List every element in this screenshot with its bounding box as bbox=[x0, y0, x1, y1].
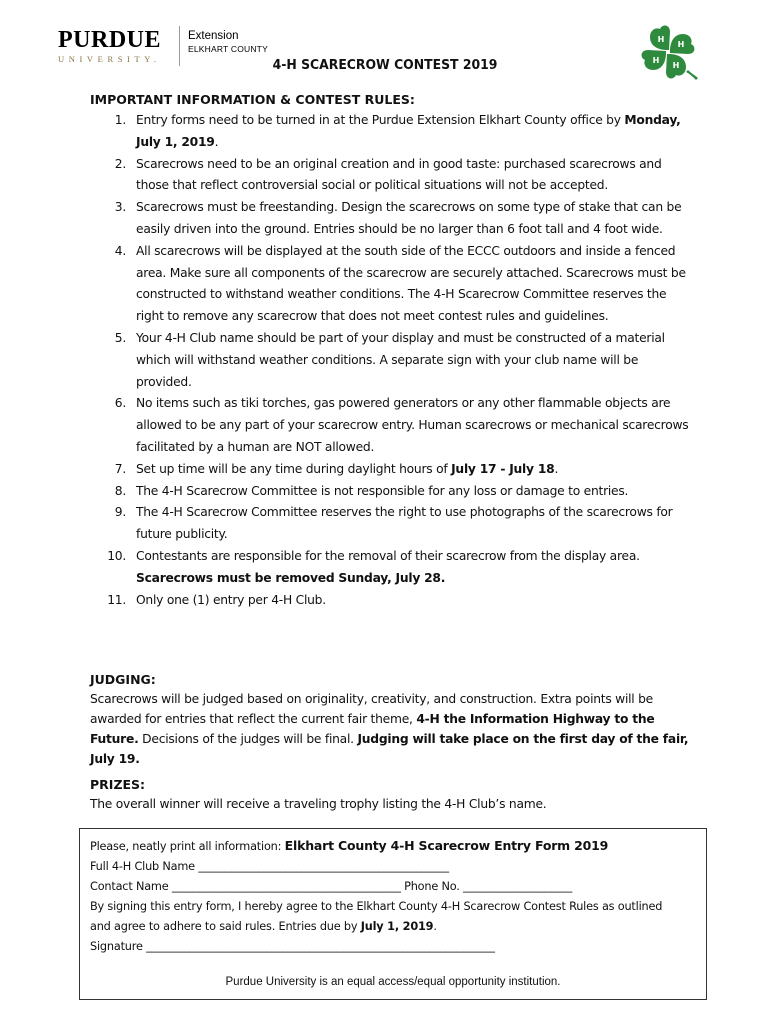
contact-name-blank[interactable]: __________________________________________ bbox=[171, 880, 401, 893]
rule-number: 1. bbox=[114, 113, 126, 127]
rule-text: Entry forms need to be turned in at the Purdue Extension Elkhart County office by bbox=[136, 113, 625, 127]
svg-text:H: H bbox=[657, 35, 665, 44]
rule-number: 6. bbox=[114, 396, 126, 411]
extension-block bbox=[188, 30, 268, 54]
club-name-field[interactable] bbox=[90, 860, 449, 873]
svg-text:H: H bbox=[652, 56, 660, 65]
rule-number: 5. bbox=[114, 330, 126, 345]
rule-item bbox=[90, 546, 690, 590]
4-h-clover-icon bbox=[636, 20, 700, 84]
judging-theme: 4-H the Information Highway to the Future. bbox=[90, 712, 655, 746]
judging-paragraph bbox=[90, 689, 690, 769]
svg-text:H: H bbox=[677, 40, 685, 49]
rule-text: Set up time will be any time during daylight hours of bbox=[136, 461, 452, 476]
form-intro-line bbox=[90, 838, 608, 853]
rule-text: Contestants are responsible for the removal of their scarecrow from the display area. bbox=[136, 548, 640, 563]
rule-item bbox=[90, 110, 690, 154]
rules-heading: IMPORTANT INFORMATION & CONTEST RULES: bbox=[90, 92, 415, 107]
prizes-heading: PRIZES: bbox=[90, 777, 146, 792]
signature-field[interactable] bbox=[90, 940, 495, 953]
rule-number: 10. bbox=[107, 548, 126, 563]
rule-emphasis: Scarecrows must be removed Sunday, July 28. bbox=[136, 570, 446, 585]
form-intro: Please, neatly print all information: bbox=[90, 840, 285, 853]
judging-heading: JUDGING: bbox=[90, 672, 156, 687]
rule-number: 2. bbox=[114, 156, 126, 171]
document-title: 4-H SCARECROW CONTEST 2019 bbox=[272, 57, 498, 73]
purdue-university-text: UNIVERSITY. bbox=[58, 54, 161, 64]
agreement-line-1: By signing this entry form, I hereby agree to the Elkhart County 4-H Scarecrow Contest Rules as outlined bbox=[90, 900, 663, 913]
contact-line bbox=[90, 880, 572, 893]
form-title: Elkhart County 4-H Scarecrow Entry Form 2019 bbox=[284, 838, 609, 853]
rule-text: Your 4-H Club name should be part of your display and must be constructed of a material which will withstand weather conditions. A separate sign with your club name will be provided. bbox=[136, 330, 665, 389]
purdue-wordmark: PURDUE bbox=[58, 27, 161, 53]
rule-tail: . bbox=[554, 461, 559, 476]
signature-blank[interactable]: ________________________________________________________________ bbox=[146, 940, 495, 953]
rules-list bbox=[90, 110, 690, 611]
rule-number: 7. bbox=[114, 461, 126, 476]
phone-label: Phone No. bbox=[400, 880, 464, 893]
judging-text-part2: Decisions of the judges will be final. bbox=[138, 732, 358, 746]
prizes-text: The overall winner will receive a traveling trophy listing the 4-H Club’s name. bbox=[90, 797, 547, 811]
phone-blank[interactable]: ____________________ bbox=[463, 880, 573, 893]
svg-text:H: H bbox=[672, 61, 680, 70]
rule-text: All scarecrows will be displayed at the south side of the ECCC outdoors and inside a fenced area. Make sure all components of the scarecrow are securely attached. Scarecrows must be constructed to withstand weather conditions. The 4-H Scarecrow Committee reserves the right to remove any scarecrow that does not meet contest rules and guidelines. bbox=[136, 243, 686, 324]
rule-item bbox=[90, 393, 690, 458]
rule-text: The 4-H Scarecrow Committee reserves the right to use photographs of the scarecrows for future publicity. bbox=[136, 505, 673, 542]
club-name-label: Full 4-H Club Name bbox=[90, 860, 199, 873]
equal-opportunity-note: Purdue University is an equal access/equal opportunity institution. bbox=[225, 976, 561, 988]
rule-tail: . bbox=[214, 134, 219, 149]
rule-text: The 4-H Scarecrow Committee is not responsible for any loss or damage to entries. bbox=[136, 483, 629, 498]
rule-number: 3. bbox=[114, 200, 126, 215]
rule-text: No items such as tiki torches, gas powered generators or any other flammable objects are allowed to be any part of your scarecrow entry. Human scarecrows or mechanical scarecrows facilitated by a human are NOT allowed. bbox=[136, 396, 689, 454]
rule-number: 4. bbox=[114, 243, 126, 258]
entry-form-box bbox=[79, 828, 707, 1000]
rule-text: Scarecrows need to be an original creation and in good taste: purchased scarecrows and those that reflect controversial social or political situations will not be accepted. bbox=[136, 156, 662, 193]
agreement-line-2 bbox=[90, 920, 437, 933]
rule-item bbox=[90, 328, 690, 393]
rule-item bbox=[90, 502, 690, 546]
rule-emphasis: Monday, July 1, 2019 bbox=[136, 113, 681, 149]
rule-item bbox=[90, 241, 690, 328]
judging-date: Judging will take place on the first day of the fair, July 19. bbox=[90, 732, 689, 766]
rule-number: 11. bbox=[107, 592, 126, 607]
rule-text: Scarecrows must be freestanding. Design the scarecrows on some type of stake that can be easily driven into the ground. Entries should be no larger than 6 foot tall and 4 foot wide. bbox=[136, 200, 682, 236]
rule-number: 9. bbox=[114, 505, 126, 520]
rule-item bbox=[90, 459, 690, 481]
extension-county: ELKHART COUNTY bbox=[188, 44, 268, 54]
agreement-end: . bbox=[433, 920, 437, 933]
rule-number: 8. bbox=[114, 483, 126, 498]
extension-title: Extension bbox=[188, 30, 239, 42]
rule-item bbox=[90, 197, 690, 241]
contact-name-label: Contact Name bbox=[90, 880, 172, 893]
agreement-text: and agree to adhere to said rules. Entries due by bbox=[90, 920, 361, 933]
rule-emphasis: July 17 - July 18 bbox=[451, 461, 555, 476]
rule-item bbox=[90, 481, 690, 503]
agreement-due-date: July 1, 2019 bbox=[360, 920, 434, 933]
signature-label: Signature bbox=[90, 940, 147, 953]
rule-text: Only one (1) entry per 4-H Club. bbox=[136, 592, 326, 607]
rule-item bbox=[90, 590, 690, 612]
club-name-blank[interactable]: ______________________________________________ bbox=[198, 860, 449, 873]
judging-text-part1: Scarecrows will be judged based on originality, creativity, and construction. Extra points will be awarded for entries that reflect the current fair theme, bbox=[90, 692, 654, 726]
rule-item bbox=[90, 154, 690, 198]
